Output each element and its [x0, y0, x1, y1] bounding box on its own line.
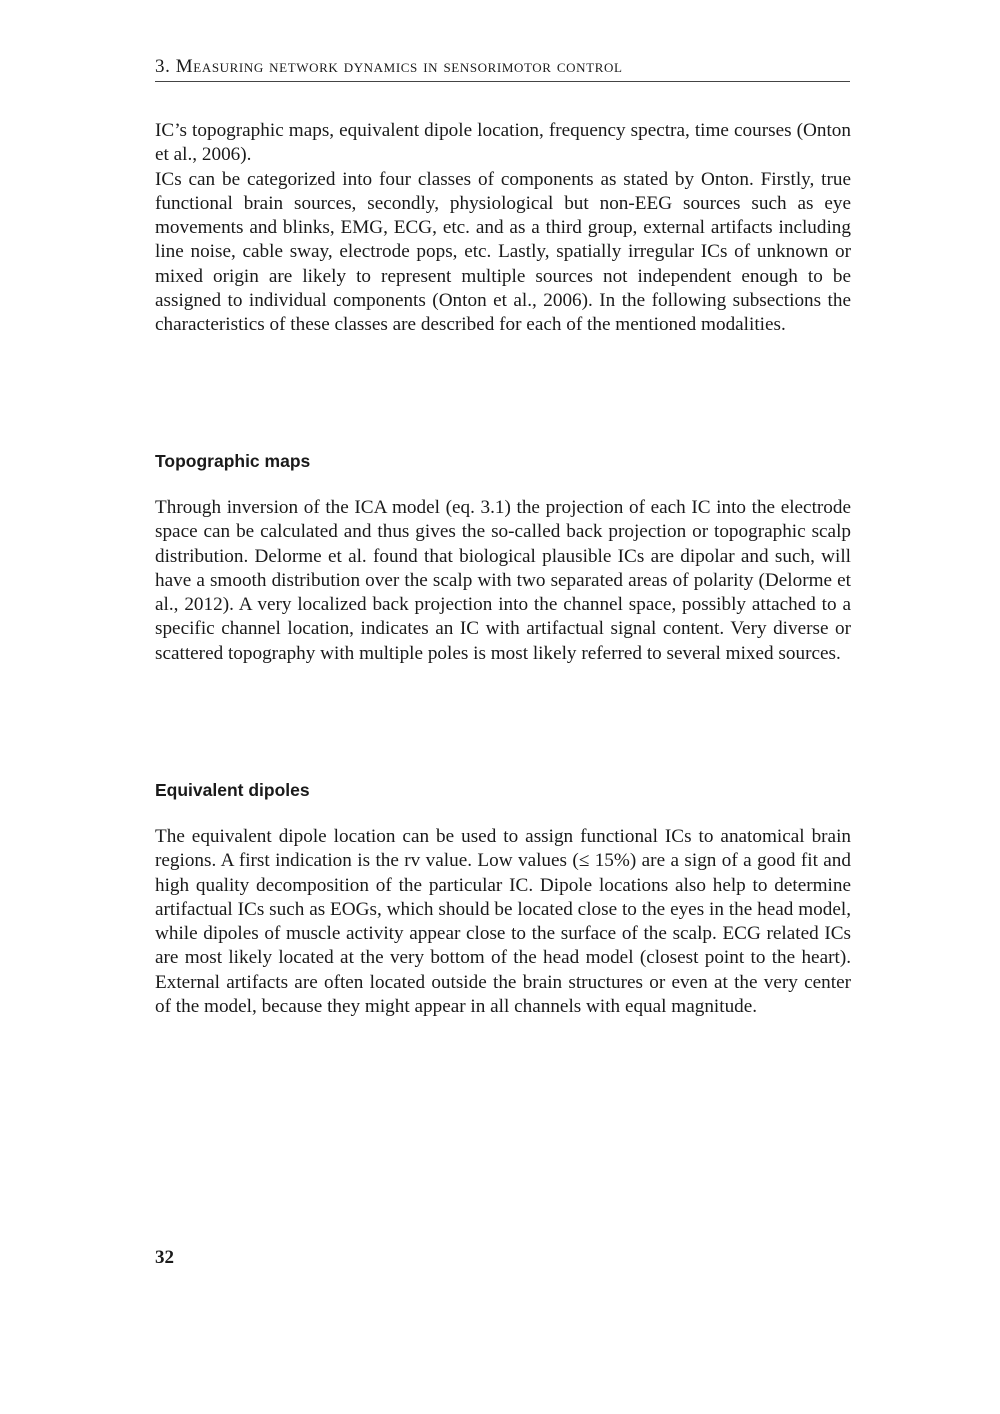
- header-rule: [155, 81, 850, 82]
- section-heading-equivalent-dipoles: Equivalent dipoles: [155, 780, 310, 800]
- running-header: 3. Measuring network dynamics in sensorimotor control: [155, 56, 623, 77]
- page-number: 32: [155, 1247, 174, 1268]
- equivalent-dipoles-body: [155, 825, 851, 1019]
- topographic-maps-paragraph: Through inversion of the ICA model (eq. 3.1) the projection of each IC into the electrode space can be calculated and thus gives the so-called back projection or topographic scalp distribution. Delorme et al. found that biological plausible ICs are dipolar and such, will have a smooth distribution over the scalp with two separated areas of polarity (Delorme et al., 2012). A very localized back projection into the channel space, possibly attached to a specific channel location, indicates an IC with artifactual signal content. Very diverse or scattered topography with multiple poles is most likely referred to several mixed sources.: [155, 497, 851, 664]
- equivalent-dipoles-paragraph: The equivalent dipole location can be used to assign functional ICs to anatomical brain regions. A first indication is the rv value. Low values (≤ 15%) are a sign of a good fit and high quality decomposition of the particular IC. Dipole locations also help to determine artifactual ICs such as EOGs, which should be located close to the eyes in the head model, while dipoles of muscle activity appear close to the surface of the scalp. ECG related ICs are most likely located at the very bottom of the head model (closest point to the heart). External artifacts are often located outside the brain structures or even at the very center of the model, because they might appear in all channels with equal magnitude.: [155, 826, 851, 1018]
- intro-paragraph-2: ICs can be categorized into four classes of components as stated by Onton. Firstly, true functional brain sources, secondly, physiological but non-EEG sources such as eye movements and blinks, EMG, ECG, etc. and as a third group, external artifacts including line noise, cable sway, electrode pops, etc. Lastly, spatially irregular ICs of unknown or mixed origin are likely to represent multiple sources not independent enough to be assigned to individual components (Onton et al., 2006). In the following subsections the characteristics of these classes are described for each of the mentioned modalities.: [155, 168, 851, 336]
- intro-paragraph-1: IC’s topographic maps, equivalent dipole location, frequency spectra, time courses (Onton et al., 2006).: [155, 120, 851, 166]
- topographic-maps-body: [155, 496, 851, 666]
- section-heading-topographic-maps: Topographic maps: [155, 451, 311, 471]
- intro-text: [155, 119, 851, 338]
